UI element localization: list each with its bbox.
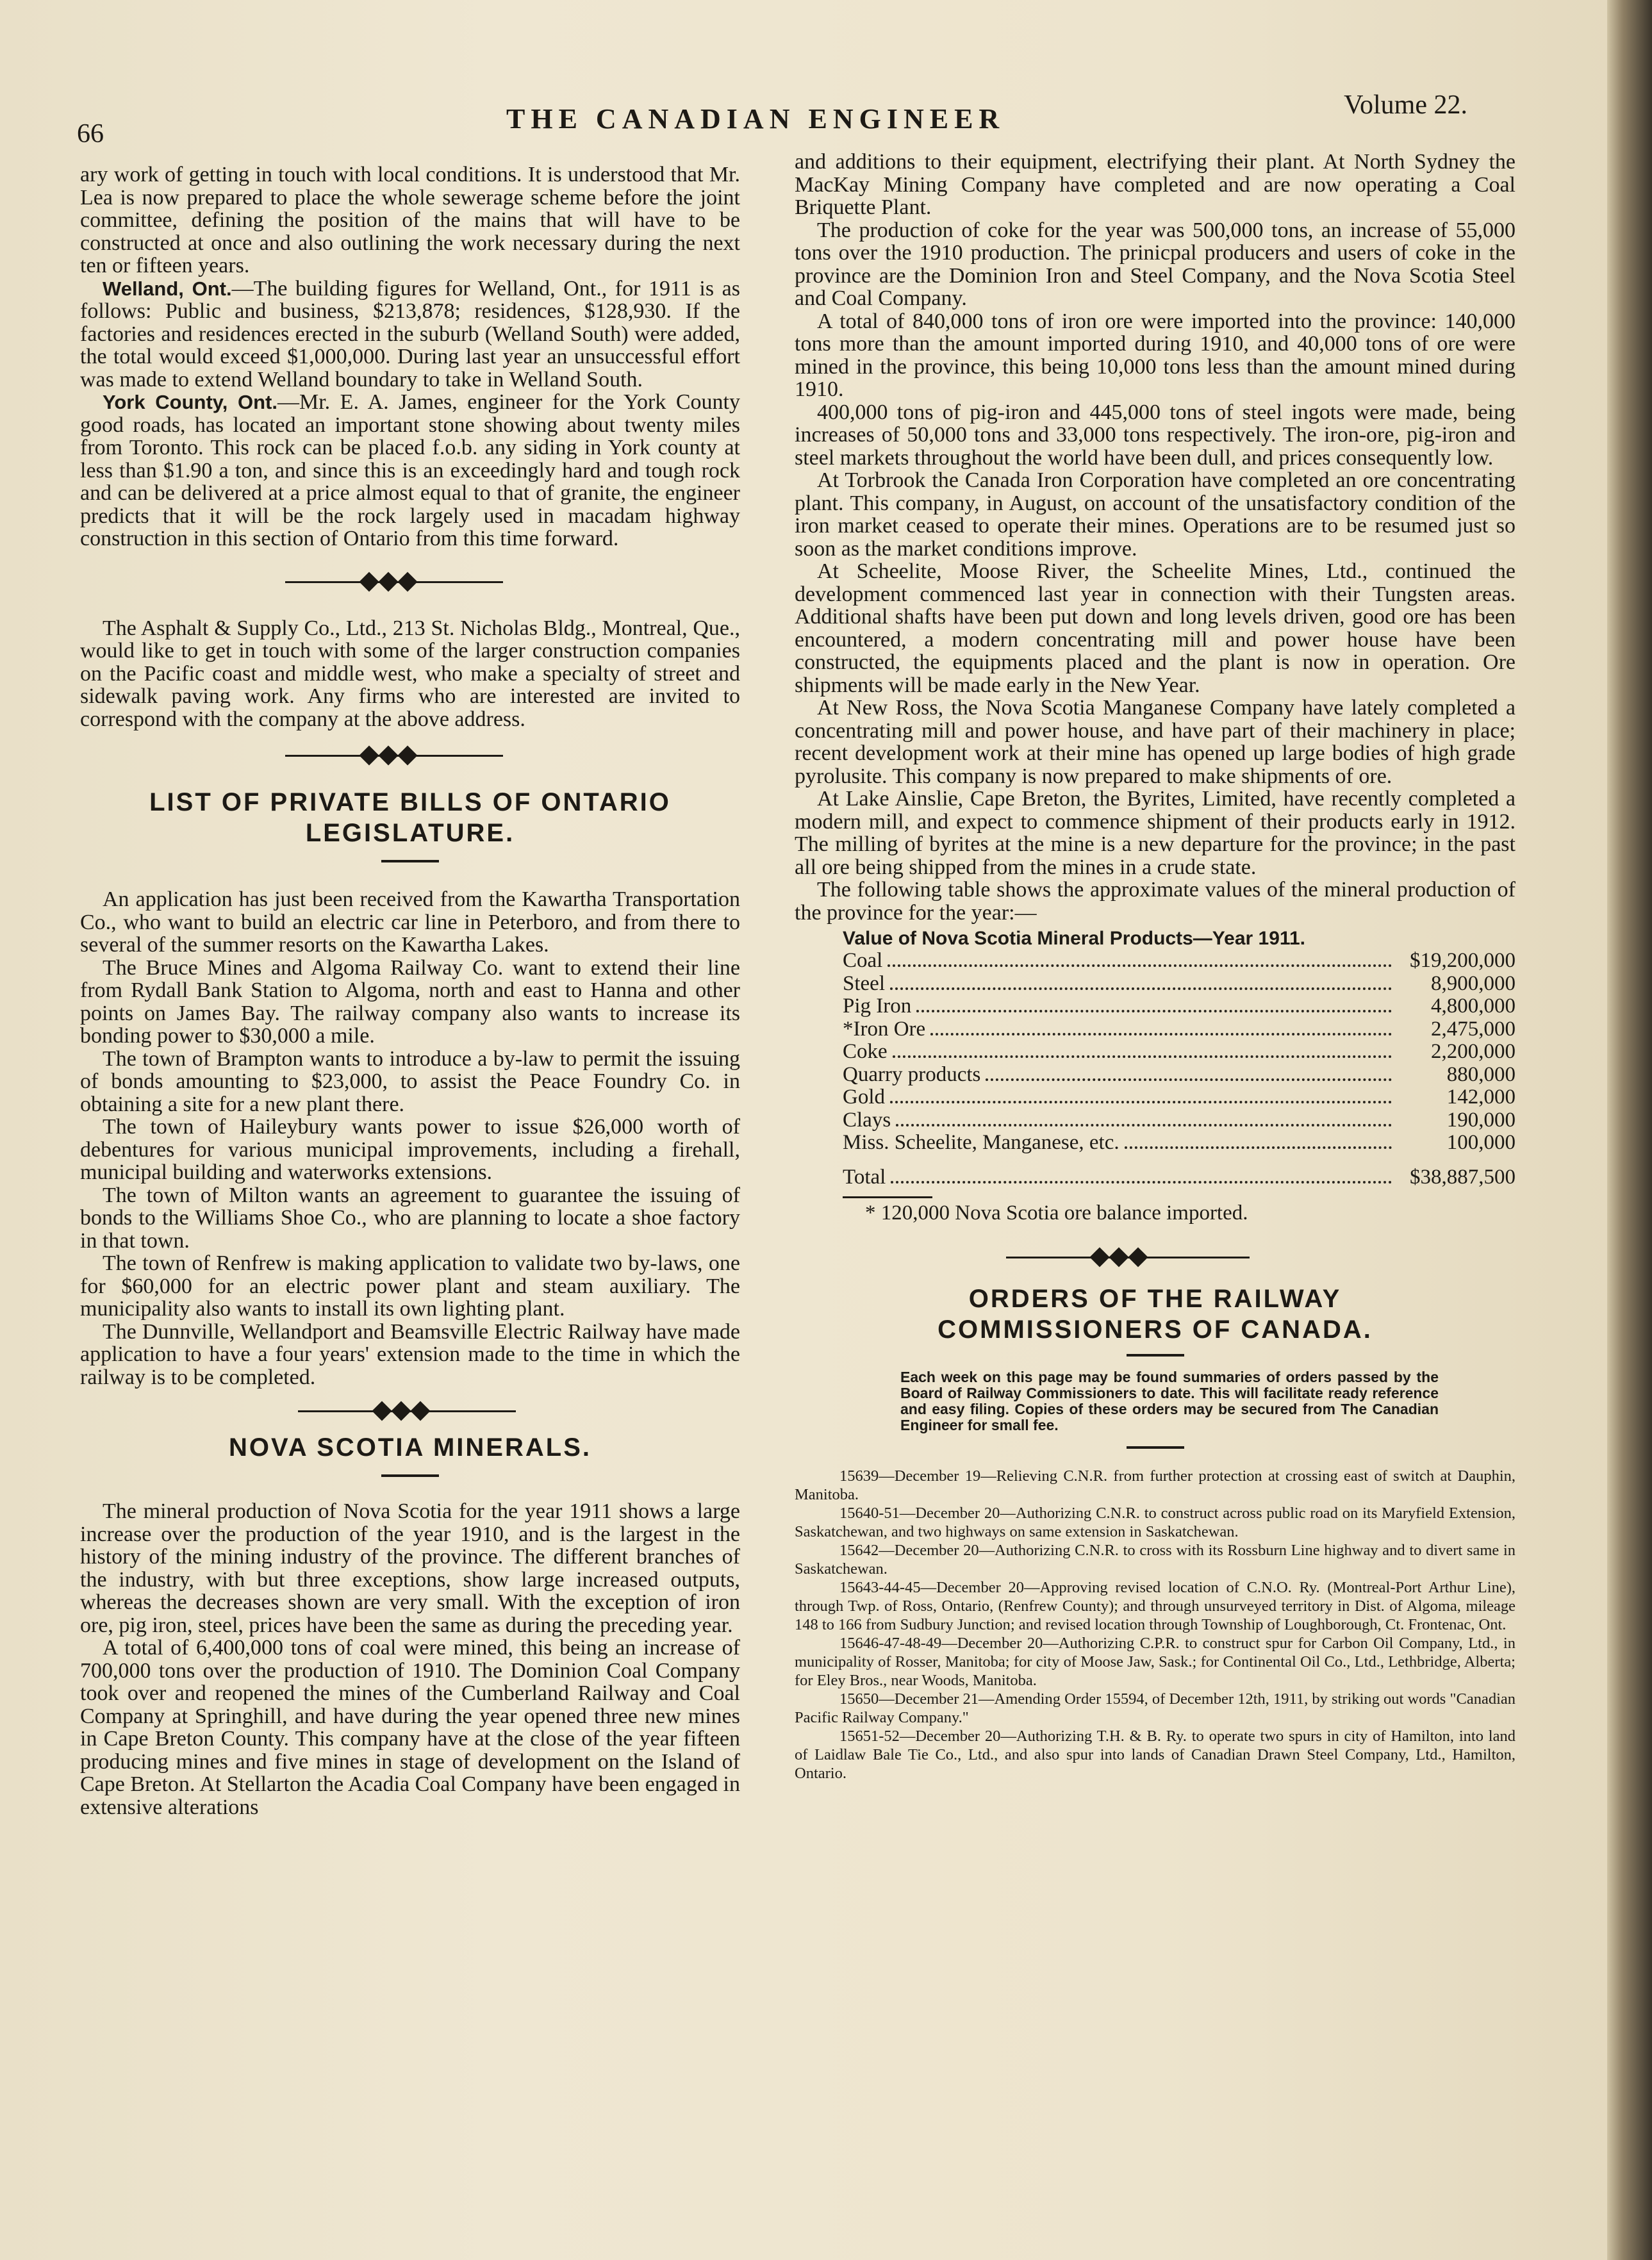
volume-label: Volume 22. [1344, 90, 1467, 120]
order-item: 15640-51—December 20—Authorizing C.N.R. to construct across public road on its Maryfield Extension, Saskatchewan, and two highways on same extension in Saskatchewan. [795, 1505, 1516, 1540]
page-number: 66 [77, 119, 104, 149]
bill-paragraph: The town of Haileybury wants power to issue $26,000 worth of debentures for various municipal improvements, including a firehall, municipal building and waterworks extensions. [80, 1115, 740, 1184]
welland-heading: Welland, Ont. [103, 277, 232, 300]
mineral-table [795, 950, 1516, 1189]
minerals-paragraph: A total of 6,400,000 tons of coal were mined, this being an increase of 700,000 tons over the production of 1910. The Dominion Coal Company took over and reopened the mines of the Cumberland Railway and Coal Company at Springhill, and have during the year opened three new mines in Cape Breton County. This company have at the close of the year fifteen producing mines and five mines in stage of development on the Island of Cape Breton. At Stellarton the Acadia Coal Company have been engaged in extensive alterations [80, 1636, 740, 1819]
page-header [70, 83, 1467, 149]
asphalt-notice: The Asphalt & Supply Co., Ltd., 213 St. Nicholas Bldg., Montreal, Que., would like to get in touch with some of the larger construction companies on the Pacific coast and middle west, who make a specialty of street and sidewalk paving work. Any firms who are interested are invited to correspond with the company at the above address. [80, 616, 740, 731]
table-footnote: * 120,000 Nova Scotia ore balance imported. [865, 1201, 1248, 1225]
york-paragraph [80, 391, 740, 550]
order-item: 15650—December 21—Amending Order 15594, of December 12th, 1911, by striking out words "Canadian Pacific Railway Company." [795, 1690, 1516, 1726]
bill-paragraph: The Bruce Mines and Algoma Railway Co. want to extend their line from Rydall Bank Station to Algoma, north and east to Hanna and other points on James Bay. The railway company also wants to increase its bonding power to $30,000 a mile. [80, 955, 740, 1048]
right-column [795, 151, 1516, 1783]
bill-paragraph: The town of Milton wants an agreement to guarantee the issuing of bonds to the Williams Shoe Co., who are planning to locate a shoe factory in that town. [80, 1183, 740, 1253]
orders-list [795, 1467, 1516, 1783]
iron-ore-paragraph: A total of 840,000 tons of iron ore were imported into the province: 140,000 tons more than the amount imported during 1910, and 40,000 tons of ore were mined in the province, this being 10,000 tons less than the amount mined during 1910. [795, 309, 1516, 401]
bill-paragraph: The town of Renfrew is making application to validate two by-laws, one for $60,000 for an electric power plant and steam auxiliary. The municipality also wants to install its own lighting plant. [80, 1251, 740, 1321]
table-row: Coal $19,200,000 [843, 949, 1516, 972]
table-row: Clays 190,000 [843, 1108, 1516, 1132]
table-row: Quarry products 880,000 [843, 1062, 1516, 1086]
table-row: Steel 8,900,000 [843, 971, 1516, 995]
minerals-paragraph: The mineral production of Nova Scotia for the year 1911 shows a large increase over the production of the year 1910, and is the largest in the history of the mining industry of the province. The different branches of the industry, with but three exceptions, show large increased outputs, whereas the decreases shown are very small. With the exception of iron ore, pig iron, steel, prices have been the same as during the preceding year. [80, 1499, 740, 1637]
table-row: Pig Iron 4,800,000 [843, 994, 1516, 1018]
new-ross-paragraph: At New Ross, the Nova Scotia Manganese Company have lately completed a concentrating mill and power house, and have part of their machinery in place; recent development work at their mine has opened up large bodies of high grade pyrolusite. This company is now prepared to make shipments of ore. [795, 696, 1516, 788]
order-item: 15651-52—December 20—Authorizing T.H. & B. Ry. to operate two spurs in city of Hamilton, into land of Laidlaw Bale Tie Co., Ltd., and also spur into lands of Canadian Drawn Steel Company, Ltd., Hamilton, Ontario. [795, 1728, 1516, 1782]
scheelite-paragraph: At Scheelite, Moose River, the Scheelite Mines, Ltd., continued the development commenced last year in connection with their Tungsten areas. Additional shafts have been put down and long levels driven, good ore has been encountered, a modern concentrating mill and power house have been constructed, the equipments placed and the plant is now in operation. Ore shipments will be made early in the New Year. [795, 559, 1516, 697]
ornament-divider [80, 746, 740, 765]
sewerage-continuation: ary work of getting in touch with local conditions. It is understood that Mr. Lea is now prepared to place the whole sewerage scheme before the joint committee, defining the position of the mains that will have to be constructed at once and also outlining the work necessary during the next ten or fifteen years. [80, 163, 740, 277]
bill-paragraph: The town of Brampton wants to introduce a by-law to permit the issuing of bonds amounting to $23,000, to assist the Peace Foundry Co. in obtaining a site for a new plant there. [80, 1046, 740, 1116]
table-row: Miss. Scheelite, Manganese, etc. 100,000 [843, 1131, 1516, 1154]
ornament-divider [80, 1401, 740, 1421]
table-total-row: Total $38,887,500 [843, 1165, 1516, 1189]
table-row: Gold 142,000 [843, 1085, 1516, 1109]
coke-paragraph: The production of coke for the year was 500,000 tons, an increase of 55,000 tons over the 1910 production. The prinicpal producers and users of coke in the province are the Dominion Iron and Steel Company, and the Nova Scotia Steel and Coal Company. [795, 218, 1516, 310]
york-text: —Mr. E. A. James, engineer for the York County good roads, has located an important stone showing about twenty miles from Toronto. This rock can be placed f.o.b. any siding in York county at less than $1.90 a ton, and since this is an exceedingly hard and tough rock and can be delivered at a price almost equal to that of granite, the engineer predicts that it will be the rock largely used in macadam highway construction in this section of Ontario from this time forward. [80, 390, 740, 550]
heading-rule [381, 860, 439, 862]
welland-text: —The building figures for Welland, Ont., for 1911 is as follows: Public and business, $213,878; residences, $128,930. If the factories and residences erected in the suburb (Welland South) were added, the total would exceed $1,000,000. During last year an unsuccessful effort was made to extend Welland boundary to take in Welland South. [80, 276, 740, 392]
orders-notice: Each week on this page may be found summaries of orders passed by the Board of Railway Commissioners to date. This will facilitate ready reference and easy filing. Copies of these orders may be secured from The Canadian Engineer for small fee. [900, 1369, 1439, 1433]
mineral-table-title: Value of Nova Scotia Mineral Products—Year 1911. [843, 928, 1305, 949]
torbrook-paragraph: At Torbrook the Canada Iron Corporation have completed an ore concentrating plant. This company, in August, on account of the unsatisfactory condition of the iron market ceased to operate their mines. Operations are to be resumed just so soon as the market conditions improve. [795, 468, 1516, 561]
order-item: 15639—December 19—Relieving C.N.R. from further protection at crossing east of switch at Dauphin, Manitoba. [795, 1467, 1516, 1503]
left-column [80, 163, 740, 1819]
bill-paragraph: The Dunnville, Wellandport and Beamsville Electric Railway have made application to have a four years' extension made to the time in which the railway is to be completed. [80, 1319, 740, 1389]
binding-edge [1607, 0, 1652, 2260]
heading-rule [1127, 1354, 1184, 1357]
footnote-rule [843, 1196, 932, 1198]
order-item: 15642—December 20—Authorizing C.N.R. to cross with its Rossburn Line highway and to divert same in Saskatchewan. [795, 1542, 1516, 1578]
minerals-continued: and additions to their equipment, electrifying their plant. At North Sydney the MacKay Mining Company have completed and are now operating a Coal Briquette Plant. [795, 150, 1516, 219]
order-item: 15643-44-45—December 20—Approving revised location of C.N.O. Ry. (Montreal-Port Arthur Line), through Twp. of Ross, Ontario, (Renfrew County); and through unsurveyed territory in Dist. of Algoma, mileage 148 to 166 from Sudbury Junction; and revised location through Township of Loughborough, Ct. Frontenac, Ont. [795, 1579, 1516, 1633]
ornament-divider [80, 572, 740, 591]
welland-paragraph [80, 277, 740, 392]
ornament-divider [795, 1248, 1516, 1267]
table-row: *Iron Ore 2,475,000 [843, 1017, 1516, 1041]
order-item: 15646-47-48-49—December 20—Authorizing C.P.R. to construct spur for Carbon Oil Company, Ltd., in municipality of Rosser, Manitoba; for city of Moose Jaw, Sask.; for Continental Oil Co., Ltd., Lethbridge, Alberta; for Eley Bros., near Woods, Manitoba. [795, 1635, 1516, 1689]
bill-paragraph: An application has just been received from the Kawartha Transportation Co., who want to build an electric car line in Peterboro, and from there to several of the summer resorts on the Kawartha Lakes. [80, 887, 740, 957]
orders-heading: ORDERS OF THE RAILWAY COMMISSIONERS OF CANADA. [938, 1285, 1373, 1344]
journal-title: THE CANADIAN ENGINEER [506, 103, 1005, 135]
table-row: Coke 2,200,000 [843, 1040, 1516, 1063]
heading-rule [381, 1474, 439, 1477]
minerals-heading: NOVA SCOTIA MINERALS. [229, 1433, 591, 1462]
lake-ainslie-paragraph: At Lake Ainslie, Cape Breton, the Byrites, Limited, have recently completed a modern mill, and expect to commence shipment of their products early in 1912. The milling of byrites at the mine is a new departure for the province; in the past all ore being shipped from the mines in a crude state. [795, 787, 1516, 879]
heading-rule [1127, 1446, 1184, 1449]
york-heading: York County, Ont. [103, 391, 277, 413]
table-intro: The following table shows the approximate values of the mineral production of the province for the year:— [795, 878, 1516, 925]
pig-iron-paragraph: 400,000 tons of pig-iron and 445,000 tons of steel ingots were made, being increases of 50,000 tons and 33,000 tons respectively. The iron-ore, pig-iron and steel markets throughout the world have been dull, and prices consequently low. [795, 400, 1516, 470]
bills-heading: LIST OF PRIVATE BILLS OF ONTARIO LEGISLATURE. [149, 788, 671, 847]
